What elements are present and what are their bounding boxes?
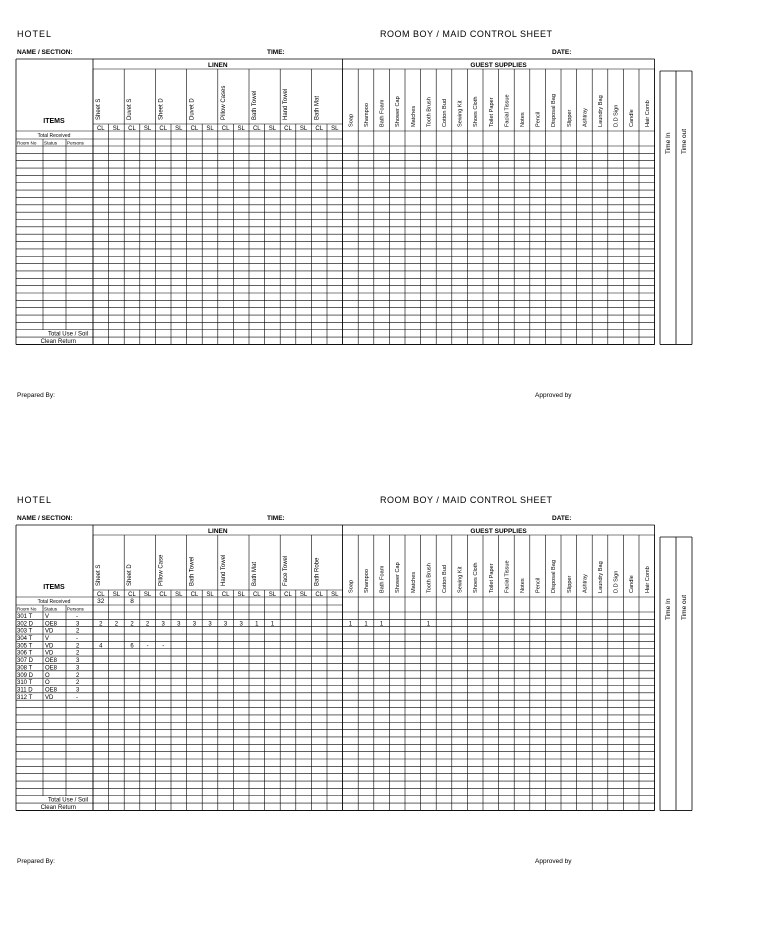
guest-supply-column-header: Slipper — [566, 109, 573, 127]
grid-lines — [16, 525, 692, 811]
linen-column-header: Sheet D — [127, 564, 134, 586]
sub-column-label: CL — [190, 592, 199, 598]
linen-column-header: Bath Towel — [252, 90, 258, 120]
guest-supplies-header: GUEST SUPPLIES — [470, 62, 527, 69]
sub-column-label: SL — [143, 592, 152, 598]
approved-by-label: Approved by — [535, 858, 572, 865]
sub-column-label: CL — [315, 126, 324, 132]
time-label: TIME: — [267, 49, 285, 56]
guest-supply-column-header: D.D Sign — [613, 104, 620, 127]
sub-column-label: SL — [268, 126, 277, 132]
sheet-title: ROOM BOY / MAID CONTROL SHEET — [380, 29, 553, 39]
time-in-header: Time In — [665, 132, 672, 154]
sub-column-label: SL — [299, 126, 308, 132]
sub-column-label: CL — [315, 592, 324, 598]
time-out-header: Time out — [681, 594, 688, 620]
room-cell-value: 2 — [130, 621, 134, 628]
room-cell-value: 2 — [145, 621, 150, 628]
room-cell-value: 2 — [114, 621, 119, 628]
linen-column-header: Bath Towel — [189, 556, 196, 586]
approved-by-label: Approved by — [535, 392, 572, 399]
guest-supply-column-header: Disposal Bag — [551, 94, 558, 127]
guest-supply-column-header: Laundry Bag — [598, 561, 604, 593]
linen-column-header: Duvet S — [127, 98, 134, 120]
sub-column-label: SL — [206, 126, 214, 132]
sub-column-label: CL — [159, 592, 168, 598]
guest-supply-column-header: Shoes Cloth — [473, 562, 480, 593]
room-number: 310 T — [17, 680, 33, 687]
sub-column-label: CL — [128, 126, 136, 132]
persons-header: Persons — [67, 140, 84, 146]
room-status: OE8 — [45, 665, 58, 672]
sub-column-label: SL — [143, 126, 152, 132]
guest-supply-column-header: Candle — [629, 109, 636, 127]
guest-supply-column-header: Shampoo — [364, 569, 370, 593]
linen-column-header: Bath Mat — [314, 95, 321, 120]
linen-column-header: Bath Robe — [314, 557, 321, 586]
guest-supply-column-header: Ashtray — [582, 108, 589, 127]
room-persons: - — [76, 636, 78, 642]
linen-header: LINEN — [208, 62, 228, 69]
total-received-value: 32 — [97, 598, 105, 605]
clean-return-label: Clean Return — [40, 804, 76, 811]
linen-header: LINEN — [208, 528, 228, 535]
sub-column-label: CL — [284, 592, 292, 598]
control-grid — [16, 59, 692, 385]
control-grid — [16, 525, 692, 851]
guest-supply-column-header: Slipper — [566, 575, 573, 593]
linen-column-header: Face Towel — [283, 555, 290, 586]
room-persons: 3 — [76, 621, 80, 628]
guest-supply-column-header: Soap — [348, 113, 355, 127]
room-cell-value: 1 — [255, 621, 259, 628]
room-cell-value: 2 — [99, 621, 103, 628]
sub-column-label: SL — [331, 592, 339, 598]
guest-supply-column-header: Matches — [410, 105, 417, 127]
room-cell-value: 3 — [223, 621, 228, 628]
total-received-label: Total Received — [37, 599, 71, 605]
room-no-header: Room No — [17, 606, 37, 612]
sub-column-label: CL — [128, 592, 136, 598]
room-persons: 2 — [76, 672, 80, 679]
sub-column-label: CL — [221, 126, 230, 132]
guest-supply-column-header: Notes — [520, 578, 526, 593]
guest-supply-column-header: D.D Sign — [613, 570, 620, 593]
room-persons: 3 — [76, 658, 80, 665]
sub-column-label: CL — [221, 592, 230, 598]
guest-supply-column-header: Hair Comb — [644, 566, 651, 593]
grid-lines — [16, 59, 692, 345]
guest-supply-column-header: Shower Cap — [395, 96, 402, 127]
sub-column-label: SL — [206, 592, 214, 598]
total-received-value: 8 — [130, 598, 134, 605]
status-header: Status — [44, 140, 58, 146]
persons-header: Persons — [67, 606, 84, 612]
guest-supply-column-header: Candle — [629, 575, 636, 593]
room-number: 301 T — [17, 613, 33, 620]
room-number: 307 D — [17, 658, 34, 665]
linen-column-header: Pillow Case — [158, 554, 165, 586]
total-use-label: Total Use / Soil — [47, 331, 88, 338]
hotel-label: HOTEL — [17, 495, 53, 505]
sub-column-label: SL — [175, 592, 183, 598]
room-status: VD — [45, 650, 54, 657]
linen-column-header: Bath Mat — [252, 561, 258, 586]
room-cell-value: - — [146, 643, 149, 650]
room-cell-value: 1 — [348, 621, 353, 628]
room-status: O — [45, 680, 50, 687]
room-cell-value: 3 — [208, 621, 212, 628]
room-persons: - — [76, 694, 78, 701]
room-number: 305 T — [17, 643, 33, 650]
sub-column-label: SL — [268, 592, 277, 598]
guest-supply-column-header: Sewing Kit — [457, 100, 464, 127]
guest-supplies-header: GUEST SUPPLIES — [470, 528, 527, 535]
sub-column-label: SL — [237, 592, 245, 598]
room-cell-value: 3 — [192, 621, 197, 628]
linen-column-header: Sheet S — [96, 564, 102, 586]
date-label: DATE: — [552, 515, 572, 522]
room-status: V — [45, 613, 50, 620]
sub-column-label: CL — [96, 592, 105, 598]
prepared-by-label: Prepared By: — [17, 392, 55, 399]
guest-supply-column-header: Pencil — [535, 577, 542, 593]
room-cell-value: 3 — [161, 621, 165, 628]
name-section-label: NAME / SECTION: — [17, 515, 73, 522]
items-label: ITEMS — [43, 584, 65, 591]
guest-supply-column-header: Disposal Bag — [551, 560, 558, 593]
room-status: O — [45, 672, 50, 679]
sub-column-label: CL — [252, 126, 261, 132]
time-out-header: Time out — [681, 128, 688, 154]
room-cell-value: 6 — [130, 643, 134, 650]
total-received-label: Total Received — [37, 133, 71, 139]
room-status: VD — [45, 694, 54, 701]
sub-column-label: CL — [190, 126, 199, 132]
room-cell-value: 1 — [364, 621, 368, 628]
guest-supply-column-header: Cotton Bud — [442, 99, 448, 127]
sub-column-label: SL — [112, 592, 121, 598]
linen-column-header: Pillow Cases — [220, 85, 227, 120]
room-no-header: Room No — [17, 140, 37, 146]
room-number: 309 D — [17, 672, 34, 679]
room-status: OE8 — [45, 658, 58, 665]
sub-column-label: SL — [112, 126, 121, 132]
guest-supply-column-header: Shower Cap — [395, 562, 402, 593]
clean-return-label: Clean Return — [40, 338, 76, 345]
room-cell-value: 1 — [426, 621, 431, 628]
sub-column-label: CL — [159, 126, 168, 132]
guest-supply-column-header: Tooth Brush — [426, 97, 433, 127]
guest-supply-column-header: Toilet Paper — [488, 563, 495, 593]
sub-column-label: SL — [299, 592, 308, 598]
guest-supply-column-header: Bath Foam — [379, 99, 386, 127]
guest-supply-column-header: Sewing Kit — [457, 566, 464, 593]
guest-supply-column-header: Matches — [410, 571, 417, 593]
guest-supply-column-header: Shoes Cloth — [473, 96, 480, 127]
room-persons: 2 — [76, 643, 80, 650]
room-cell-value: 4 — [99, 643, 103, 650]
guest-supply-column-header: Toilet Paper — [488, 97, 495, 127]
room-status: OE8 — [45, 687, 58, 694]
room-cell-value: 1 — [270, 621, 275, 628]
hotel-label: HOTEL — [17, 29, 53, 39]
room-persons: 2 — [76, 628, 80, 635]
time-in-header: Time In — [665, 598, 672, 620]
room-status: VD — [45, 628, 54, 635]
room-persons: 3 — [76, 687, 80, 694]
room-number: 308 T — [17, 665, 33, 672]
linen-column-header: Hand Towel — [283, 88, 290, 120]
guest-supply-column-header: Laundry Bag — [598, 95, 604, 127]
room-persons: 2 — [76, 650, 80, 657]
guest-supply-column-header: Bath Foam — [379, 565, 386, 593]
guest-supply-column-header: Soap — [348, 579, 355, 593]
guest-supply-column-header: Notes — [520, 112, 526, 127]
room-status: OE8 — [45, 621, 58, 628]
sub-column-label: SL — [175, 126, 183, 132]
sheet-title: ROOM BOY / MAID CONTROL SHEET — [380, 495, 553, 505]
sub-column-label: SL — [237, 126, 245, 132]
linen-column-header: Duvet D — [189, 98, 196, 120]
guest-supply-column-header: Facial Tissue — [504, 94, 511, 127]
sub-column-label: CL — [252, 592, 261, 598]
items-label: ITEMS — [43, 118, 65, 125]
room-persons: 2 — [76, 680, 80, 687]
guest-supply-column-header: Pencil — [535, 111, 542, 127]
sub-column-label: CL — [96, 126, 105, 132]
linen-column-header: Sheet D — [158, 98, 165, 120]
room-persons: - — [76, 613, 78, 620]
room-number: 303 T — [17, 628, 33, 635]
room-persons: 3 — [76, 665, 80, 672]
linen-column-header: Sheet S — [96, 98, 102, 120]
guest-supply-column-header: Ashtray — [582, 574, 589, 593]
sub-column-label: SL — [331, 126, 339, 132]
guest-supply-column-header: Shampoo — [364, 103, 370, 127]
time-label: TIME: — [267, 515, 285, 522]
room-cell-value: 3 — [177, 621, 181, 628]
name-section-label: NAME / SECTION: — [17, 49, 73, 56]
room-number: 306 T — [17, 650, 33, 657]
room-number: 312 T — [17, 694, 33, 701]
room-number: 311 D — [17, 687, 33, 694]
sub-column-label: CL — [284, 126, 292, 132]
room-number: 304 T — [17, 636, 33, 642]
guest-supply-column-header: Tooth Brush — [426, 563, 433, 593]
room-cell-value: 1 — [379, 621, 384, 628]
status-header: Status — [44, 606, 58, 612]
room-status: VD — [45, 643, 54, 650]
room-number: 302 D — [17, 621, 34, 628]
room-status: V — [45, 636, 50, 642]
guest-supply-column-header: Cotton Bud — [442, 565, 448, 593]
prepared-by-label: Prepared By: — [17, 858, 55, 865]
date-label: DATE: — [552, 49, 572, 56]
total-use-label: Total Use / Soil — [47, 797, 88, 804]
room-cell-value: 3 — [239, 621, 243, 628]
guest-supply-column-header: Hair Comb — [644, 100, 651, 127]
room-cell-value: - — [162, 643, 165, 650]
linen-column-header: Hand Towel — [220, 554, 227, 586]
guest-supply-column-header: Facial Tissue — [504, 560, 511, 593]
